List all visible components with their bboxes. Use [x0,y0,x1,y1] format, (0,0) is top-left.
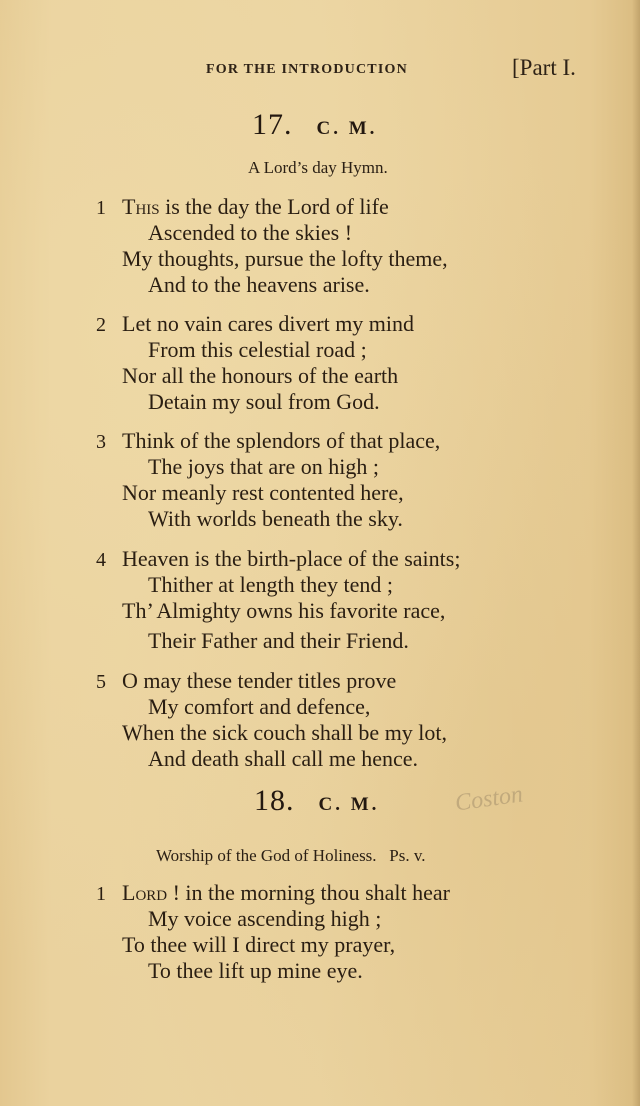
verse-line: is the day the Lord of life [159,194,389,219]
verse-line: Heaven is the birth-place of the saints; [122,546,461,571]
hymn-number: 18. [254,784,295,817]
verse-line: And death shall call me hence. [148,746,419,771]
verse-line: Think of the splendors of that place, [122,428,441,453]
verse-line: ! in the morning thou shalt hear [167,880,450,905]
verse-line: When the sick couch shall be my lot, [122,720,448,745]
verse-line: Their Father and their Friend. [148,628,409,653]
verse-line: O may these tender titles prove [122,668,397,693]
page-edge-shadow [632,0,640,1106]
verse-line: The joys that are on high ; [148,454,379,479]
stanza-number: 3 [96,431,106,453]
hymn-17-stanza-3 [96,428,440,532]
hymn-18-heading [254,784,379,818]
hymn-18-title: Worship of the God of Holiness. Ps. v. [156,846,426,865]
stanza-number: 5 [96,671,106,693]
verse-line: Nor meanly rest contented here, [122,480,404,505]
stanza-number: 4 [96,549,106,571]
verse-line: Detain my soul from God. [148,389,380,414]
hymn-18-stanza-1 [96,880,450,984]
verse-line: Ascended to the skies ! [148,220,353,245]
hymn-17-title: A Lord’s day Hymn. [248,158,388,177]
hymn-number: 17. [252,108,293,141]
verse-line: My voice ascending high ; [148,906,382,931]
stanza-number: 1 [96,197,106,219]
verse-line: With worlds beneath the sky. [148,506,403,531]
verse-line: To thee lift up mine eye. [148,958,363,983]
handwritten-annotation: Coston [453,781,525,817]
hymn-meter: C. M. [316,118,378,139]
verse-line: Thither at length they tend ; [148,572,393,597]
hymn-meter: C. M. [318,794,380,815]
running-head-text: FOR THE INTRODUCTION [206,62,408,77]
verse-line: To thee will I direct my prayer, [122,932,396,957]
hymn-17-stanza-4 [96,546,460,654]
stanza-first-word: This [122,194,160,219]
verse-line: And to the heavens arise. [148,272,370,297]
verse-line: Nor all the honours of the earth [122,363,399,388]
hymn-17-stanza-1 [96,194,448,298]
verse-line: My thoughts, pursue the lofty theme, [122,246,448,271]
stanza-number: 2 [96,314,106,336]
hymn-17-stanza-5 [96,668,447,772]
verse-line: Th’ Almighty owns his favorite race, [122,598,446,623]
verse-line: Let no vain cares divert my mind [122,311,415,336]
verse-line: From this celestial road ; [148,337,367,362]
stanza-first-word: Lord [122,880,168,905]
hymn-17-heading [252,108,377,142]
running-head [206,55,596,80]
stanza-number: 1 [96,883,106,905]
verse-line: My comfort and defence, [148,694,371,719]
hymn-17-stanza-2 [96,311,414,415]
part-marker: [Part I. [512,55,576,80]
